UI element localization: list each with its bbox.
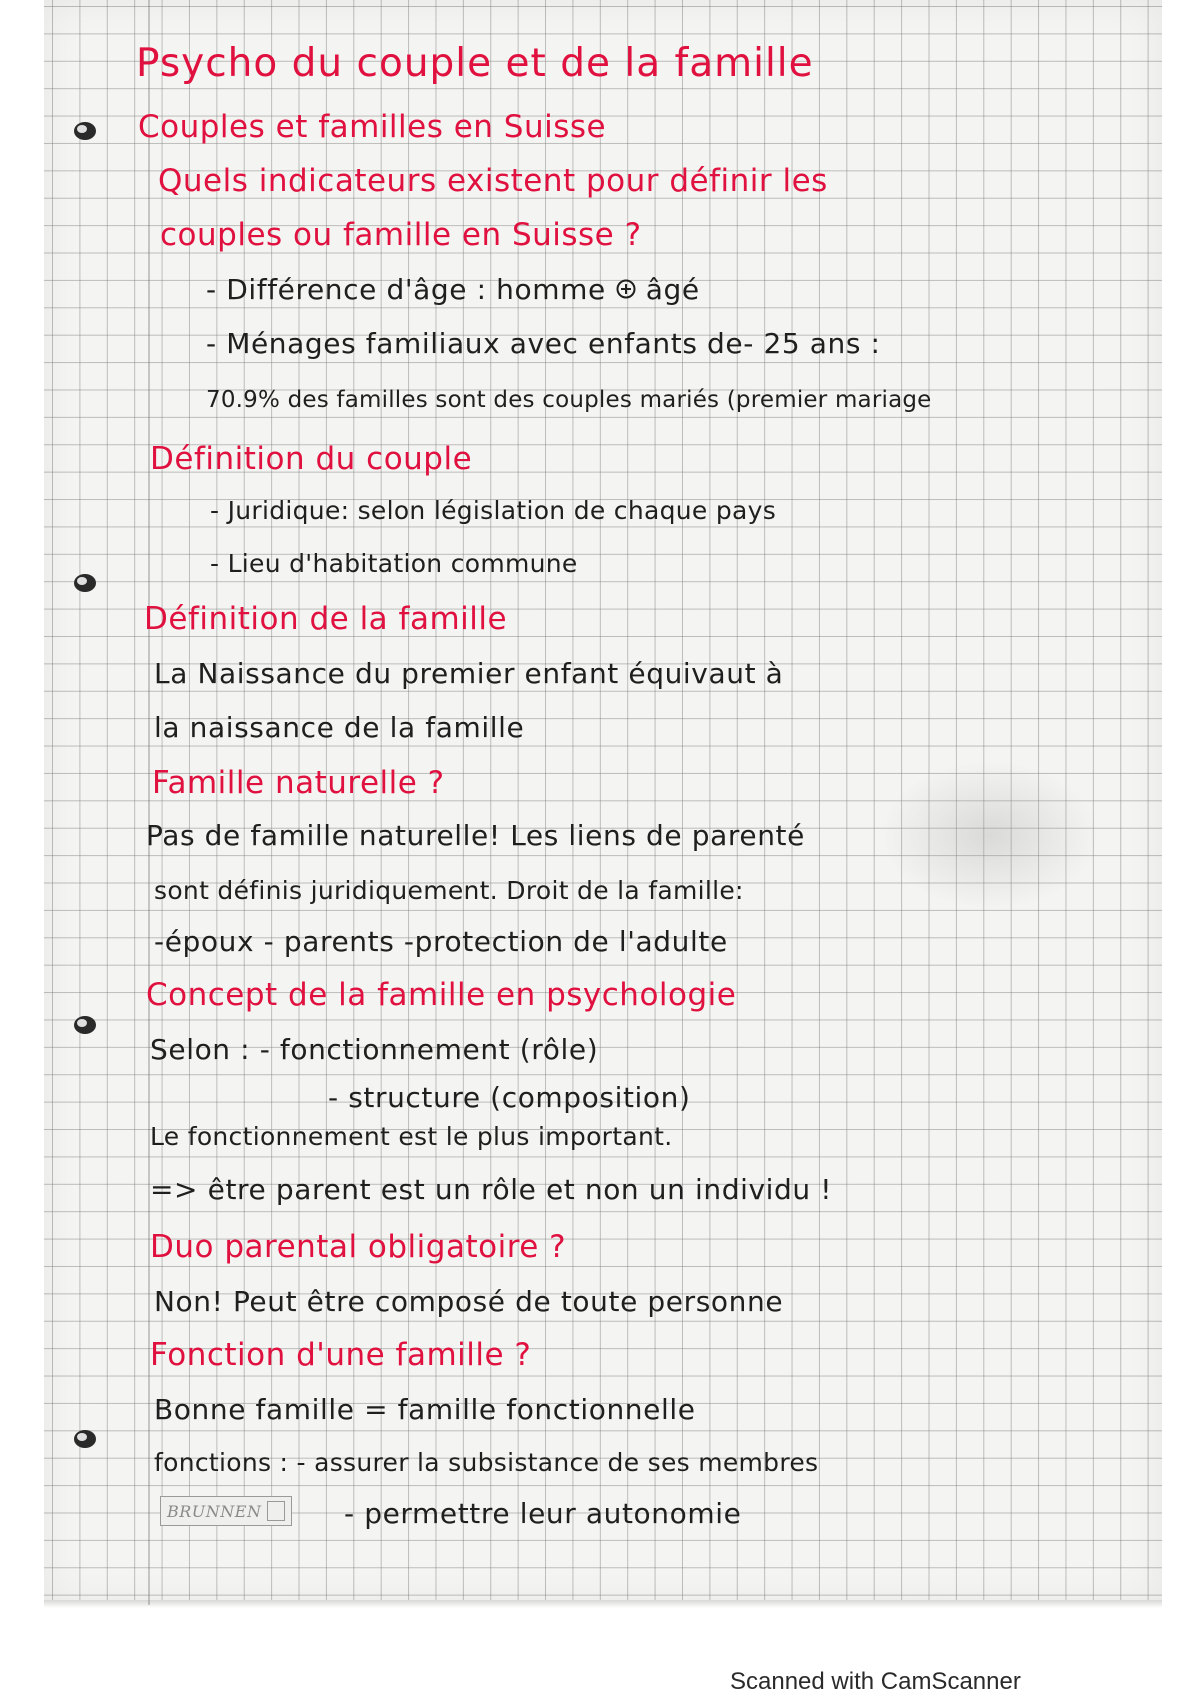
brand-logo-icon [267, 1501, 285, 1521]
brand-stamp-text: BRUNNEN [167, 1501, 262, 1521]
text-line: Le fonctionnement est le plus important. [150, 1122, 673, 1151]
punch-hole-icon [72, 1014, 98, 1036]
page-title: Psycho du couple et de la famille [136, 41, 814, 86]
bullet-line: - Juridique: selon législation de chaque pays [210, 496, 777, 525]
bullet-line [206, 273, 700, 306]
brand-stamp [160, 1496, 292, 1526]
text-line: Non! Peut être composé de toute personne [154, 1285, 784, 1318]
text-line: la naissance de la famille [154, 711, 525, 744]
text-line: sont définis juridiquement. Droit de la famille: [154, 876, 744, 905]
section-heading: Duo parental obligatoire ? [150, 1229, 567, 1265]
text-line: => être parent est un rôle et non un individu ! [150, 1173, 833, 1206]
text-line: Pas de famille naturelle! Les liens de parenté [146, 819, 805, 852]
section-heading: Concept de la famille en psychologie [146, 977, 737, 1013]
section-heading: Définition du couple [150, 441, 473, 477]
question-line: couples ou famille en Suisse ? [160, 217, 642, 253]
text-line: - permettre leur autonomie [344, 1497, 742, 1530]
scanner-watermark: Scanned with CamScanner [730, 1668, 1021, 1695]
bullet-line: - Ménages familiaux avec enfants de- 25 ans : [206, 327, 881, 360]
circled-plus-icon [616, 279, 636, 299]
punch-hole-icon [72, 120, 98, 142]
punch-hole-icon [72, 572, 98, 594]
text-line: Bonne famille = famille fonctionnelle [154, 1393, 696, 1426]
sheet-bottom-edge [44, 1600, 1162, 1608]
text-line: Selon : - fonctionnement (rôle) [150, 1033, 599, 1066]
stat-line: 70.9% des familles sont des couples mariés (premier mariage [206, 387, 932, 413]
text-line: - structure (composition) [328, 1081, 691, 1114]
text-line: fonctions : - assurer la subsistance de ses membres [154, 1448, 819, 1477]
bullet-text: âgé [645, 273, 700, 306]
paper-smudge [880, 760, 1100, 910]
bullet-text: - Différence d'âge : homme [206, 273, 606, 306]
bullet-line: - Lieu d'habitation commune [210, 549, 578, 578]
punch-hole-icon [72, 1428, 98, 1450]
question-line: Quels indicateurs existent pour définir les [158, 163, 828, 199]
text-line: -époux - parents -protection de l'adulte [154, 925, 728, 958]
section-heading: Couples et familles en Suisse [138, 109, 607, 145]
text-line: La Naissance du premier enfant équivaut à [154, 657, 784, 690]
section-heading: Définition de la famille [144, 601, 508, 637]
section-heading: Famille naturelle ? [152, 765, 445, 801]
section-heading: Fonction d'une famille ? [150, 1337, 532, 1373]
